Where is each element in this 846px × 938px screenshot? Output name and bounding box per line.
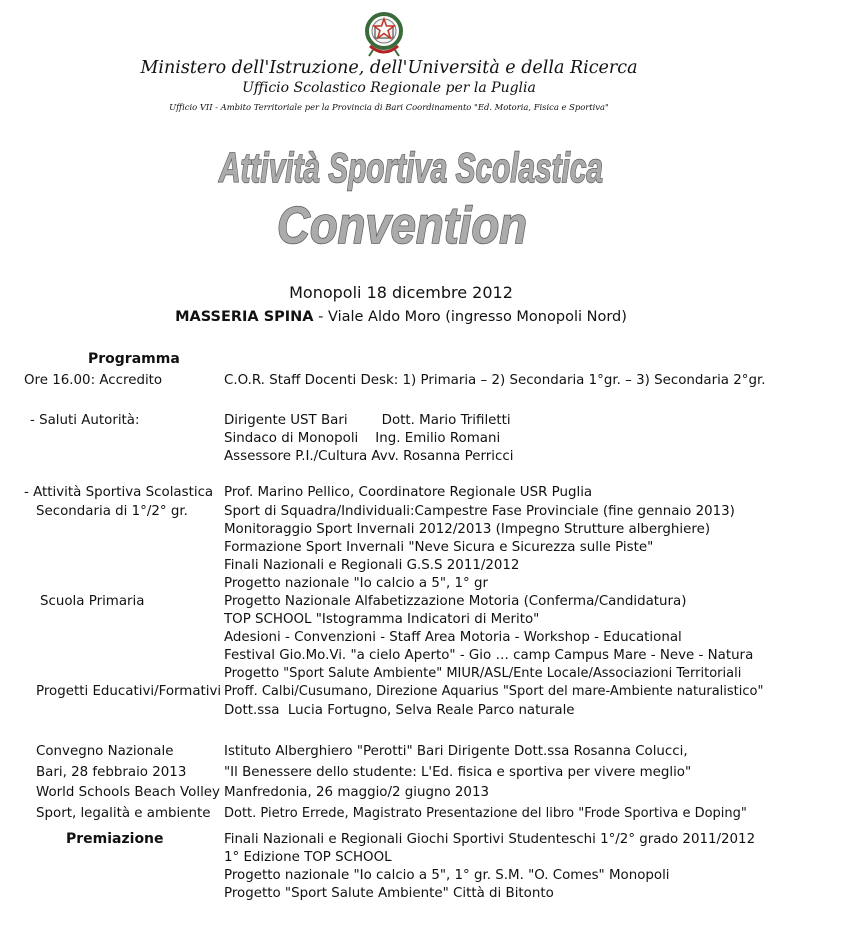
event-date: Monopoli 18 dicembre 2012	[289, 283, 513, 302]
event-subtitle	[274, 195, 530, 255]
program-text: Adesioni - Convenzioni - Staff Area Motoria - Workshop - Educational	[224, 630, 682, 645]
program-text: Proff. Calbi/Cusumano, Direzione Aquarius "Sport del mare-Ambiente naturalistico"	[224, 684, 764, 699]
event-title	[216, 142, 606, 190]
program-text: Progetto nazionale "Io calcio a 5", 1° gr	[224, 576, 488, 591]
program-text: TOP SCHOOL "Istogramma Indicatori di Merito"	[224, 612, 540, 627]
program-label: Sport, legalità e ambiente	[36, 806, 211, 821]
program-label: Premiazione	[66, 831, 164, 847]
program-text: Progetto "Sport Salute Ambiente" Città di Bitonto	[224, 886, 554, 901]
event-subtitle-text: Convention	[277, 197, 527, 255]
program-text: Progetto "Sport Salute Ambiente" MIUR/ASL/Ente Locale/Associazioni Territoriali	[224, 666, 742, 681]
program-text: Formazione Sport Invernali "Neve Sicura e Sicurezza sulle Piste"	[224, 540, 654, 555]
program-text: Dirigente UST Bari Dott. Mario Trifiletti	[224, 413, 511, 428]
event-title-text: Attività Sportiva Scolastica	[218, 144, 603, 191]
program-label: Ore 16.00: Accredito	[24, 373, 163, 388]
program-text: "Il Benessere dello studente: L'Ed. fisica e sportiva per vivere meglio"	[224, 765, 692, 780]
program-label: Scuola Primaria	[40, 594, 145, 609]
program-text: Sport di Squadra/Individuali:Campestre Fase Provinciale (fine gennaio 2013)	[224, 504, 735, 519]
program-text: Assessore P.I./Cultura Avv. Rosanna Perricci	[224, 449, 514, 464]
program-text: 1° Edizione TOP SCHOOL	[224, 850, 392, 865]
program-label: Secondaria di 1°/2° gr.	[36, 504, 188, 519]
program-heading: Programma	[88, 351, 180, 367]
program-text: Finali Nazionali e Regionali Giochi Sportivi Studenteschi 1°/2° grado 2011/2012	[224, 832, 756, 847]
program-text: Progetto Nazionale Alfabetizzazione Motoria (Conferma/Candidatura)	[224, 594, 687, 609]
italian-republic-emblem-icon	[363, 10, 405, 60]
program-text: Festival Gio.Mo.Vi. "a cielo Aperto" - Gio … camp Campus Mare - Neve - Natura	[224, 648, 754, 663]
program-text: Dott. Pietro Errede, Magistrato Presentazione del libro "Frode Sportiva e Doping"	[224, 806, 747, 821]
program-text: Progetto nazionale "Io calcio a 5", 1° gr. S.M. "O. Comes" Monopoli	[224, 868, 670, 883]
program-label: - Attività Sportiva Scolastica	[24, 485, 214, 500]
program-text: Manfredonia, 26 maggio/2 giugno 2013	[224, 785, 489, 800]
program-label: Bari, 28 febbraio 2013	[36, 765, 187, 780]
program-label: Progetti Educativi/Formativi	[36, 684, 222, 699]
program-text: Prof. Marino Pellico, Coordinatore Regionale USR Puglia	[224, 485, 593, 500]
venue-address: - Viale Aldo Moro (ingresso Monopoli Nord)	[313, 309, 627, 325]
program-label: World Schools Beach Volley	[36, 785, 220, 800]
program-label: - Saluti Autorità:	[30, 413, 140, 428]
program-label: Convegno Nazionale	[36, 744, 174, 759]
program-text: Istituto Alberghiero "Perotti" Bari Dirigente Dott.ssa Rosanna Colucci,	[224, 744, 688, 759]
program-text: C.O.R. Staff Docenti Desk: 1) Primaria – 2) Secondaria 1°gr. – 3) Secondaria 2°gr.	[224, 373, 766, 388]
suboffice-name: Ufficio VII - Ambito Territoriale per la Provincia di Bari Coordinamento "Ed. Motoria, Fisica e Sportiva"	[169, 102, 609, 112]
office-name: Ufficio Scolastico Regionale per la Puglia	[242, 80, 536, 96]
program-text: Dott.ssa Lucia Fortugno, Selva Reale Parco naturale	[224, 703, 575, 718]
program-text: Finali Nazionali e Regionali G.S.S 2011/2012	[224, 558, 520, 573]
event-venue	[0, 309, 802, 325]
venue-name: MASSERIA SPINA	[175, 309, 314, 325]
program-text: Sindaco di Monopoli Ing. Emilio Romani	[224, 431, 501, 446]
ministry-name: Ministero dell'Istruzione, dell'Università e della Ricerca	[140, 58, 638, 78]
program-text: Monitoraggio Sport Invernali 2012/2013 (Impegno Strutture alberghiere)	[224, 522, 711, 537]
